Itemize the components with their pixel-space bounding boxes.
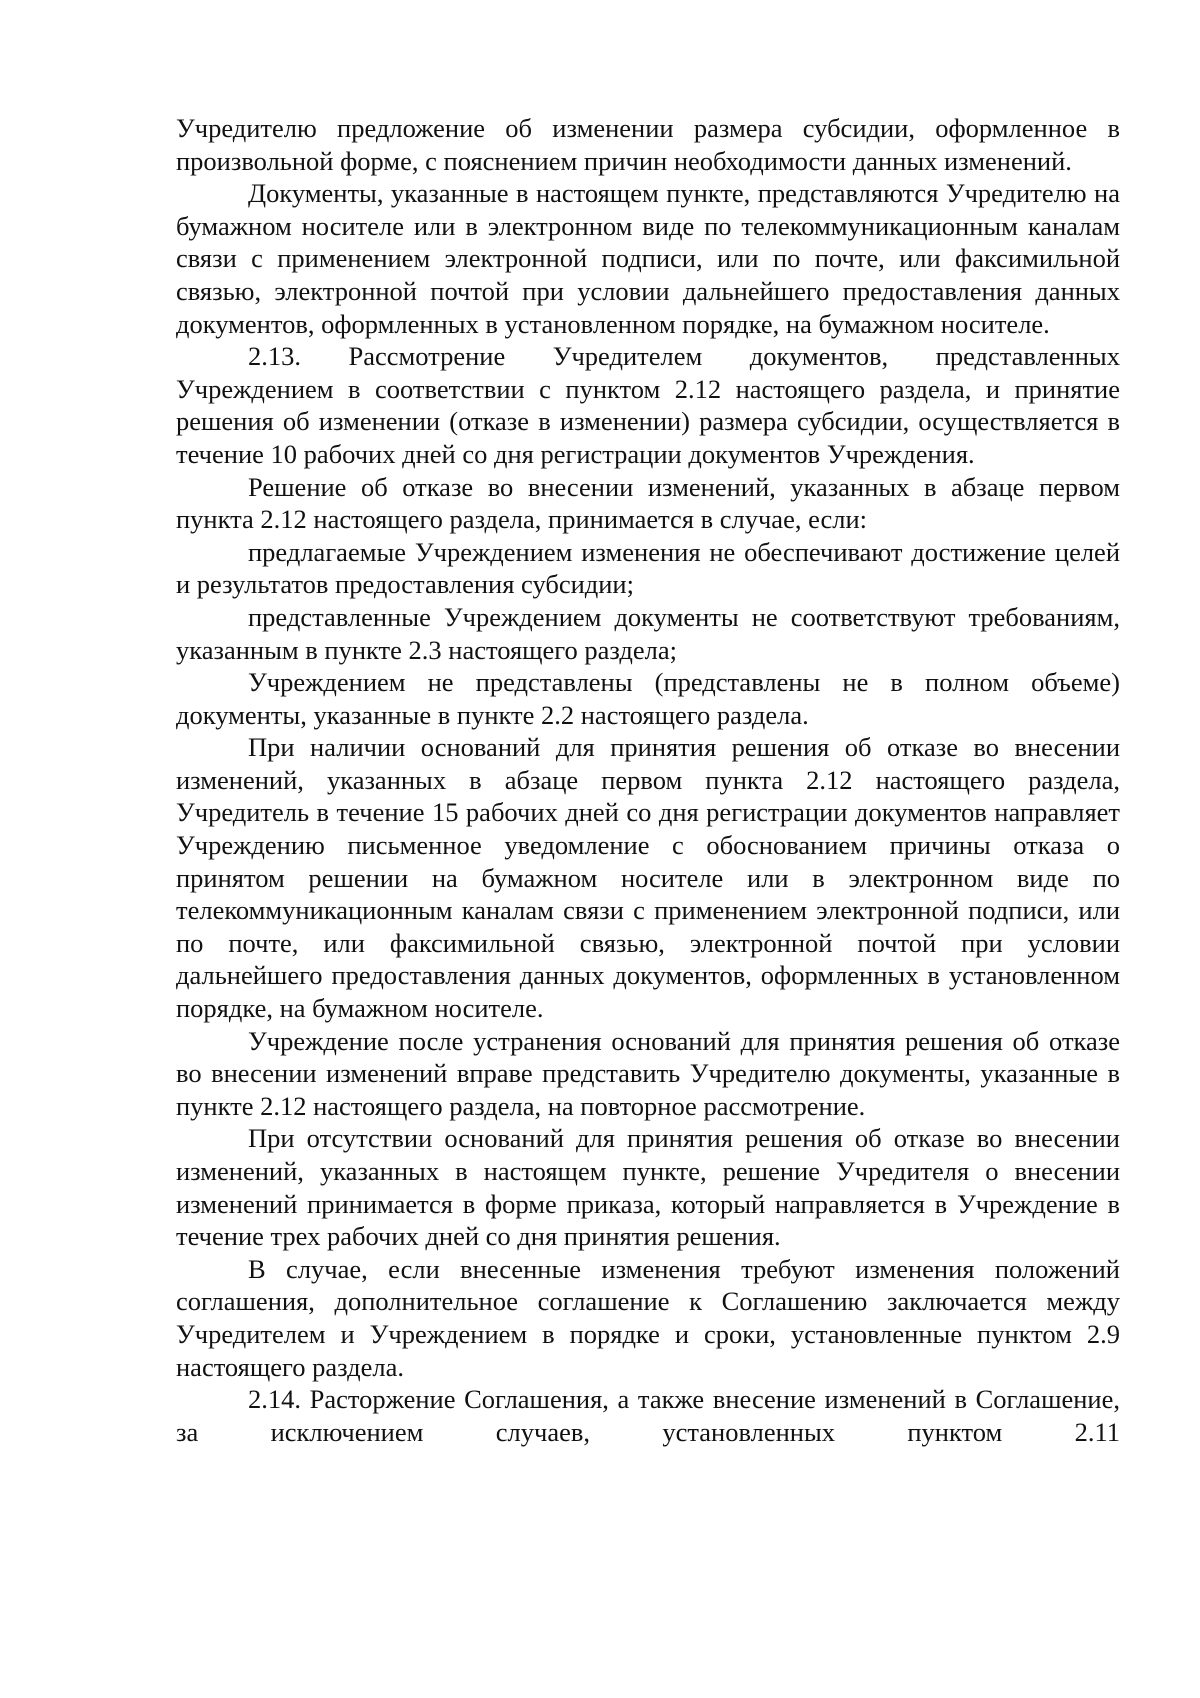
paragraph-9: Учреждение после устранения оснований для принятия решения об отказе во внесении изменений вправе представить Учредителю документы, указанные в пункте 2.12 настоящего раздела, на повторное рассмотрение. [176, 1025, 1120, 1121]
paragraph-4: Решение об отказе во внесении изменений, указанных в абзаце первом пункта 2.12 настоящего раздела, принимается в случае, если: [176, 471, 1120, 535]
paragraph-5: предлагаемые Учреждением изменения не обеспечивают достижение целей и результатов предоставления субсидии; [176, 536, 1120, 600]
paragraph-1: Учредителю предложение об изменении размера субсидии, оформленное в произвольной форме, с пояснением причин необходимости данных изменений. [176, 113, 1120, 176]
paragraph-7: Учреждением не представлены (представлены не в полном объеме) документы, указанные в пункте 2.2 настоящего раздела. [176, 667, 1120, 730]
paragraph-3-clause-2-13: 2.13. Рассмотрение Учредителем документов, представленных Учреждением в соответствии с пунктом 2.12 настоящего раздела, и принятие решения об изменении (отказе в изменении) размера субсидии, осуществляется в течение 10 рабочих дней со дня регистрации документов Учреждения. [176, 341, 1120, 469]
paragraph-6: представленные Учреждением документы не соответствуют требованиям, указанным в пункте 2.3 настоящего раздела; [176, 601, 1120, 665]
paragraph-10: При отсутствии оснований для принятия решения об отказе во внесении изменений, указанных в настоящем пункте, решение Учредителя о внесении изменений принимается в форме приказа, который направляется в Учреждение в течение трех рабочих дней со дня принятия решения. [176, 1123, 1120, 1252]
paragraph-2: Документы, указанные в настоящем пункте, представляются Учредителю на бумажном носителе или в электронном виде по телекоммуникационным каналам связи с применением электронной подписи, или по почте, или факсимильной связью, электронной почтой при условии дальнейшего предоставления данных документов, оформленных в установленном порядке, на бумажном носителе. [176, 178, 1120, 339]
paragraph-12-clause-2-14: 2.14. Расторжение Соглашения, а также внесение изменений в Соглашение, за исключением случаев, установленных пунктом 2.11 [176, 1384, 1120, 1447]
paragraph-11: В случае, если внесенные изменения требуют изменения положений соглашения, дополнительное соглашение к Соглашению заключается между Учредителем и Учреждением в порядке и сроки, установленные пунктом 2.9 настоящего раздела. [176, 1253, 1120, 1382]
document-body [176, 112, 1120, 1448]
paragraph-8: При наличии оснований для принятия решения об отказе во внесении изменений, указанных в абзаце первом пункта 2.12 настоящего раздела, Учредитель в течение 15 рабочих дней со дня регистрации документов направляет Учреждению письменное уведомление с обоснованием причины отказа о принятом решении на бумажном носителе или в электронном виде по телекоммуникационным каналам связи с применением электронной подписи, или по почте, или факсимильной связью, электронной почтой при условии дальнейшего предоставления данных документов, оформленных в установленном порядке, на бумажном носителе. [176, 732, 1120, 1024]
